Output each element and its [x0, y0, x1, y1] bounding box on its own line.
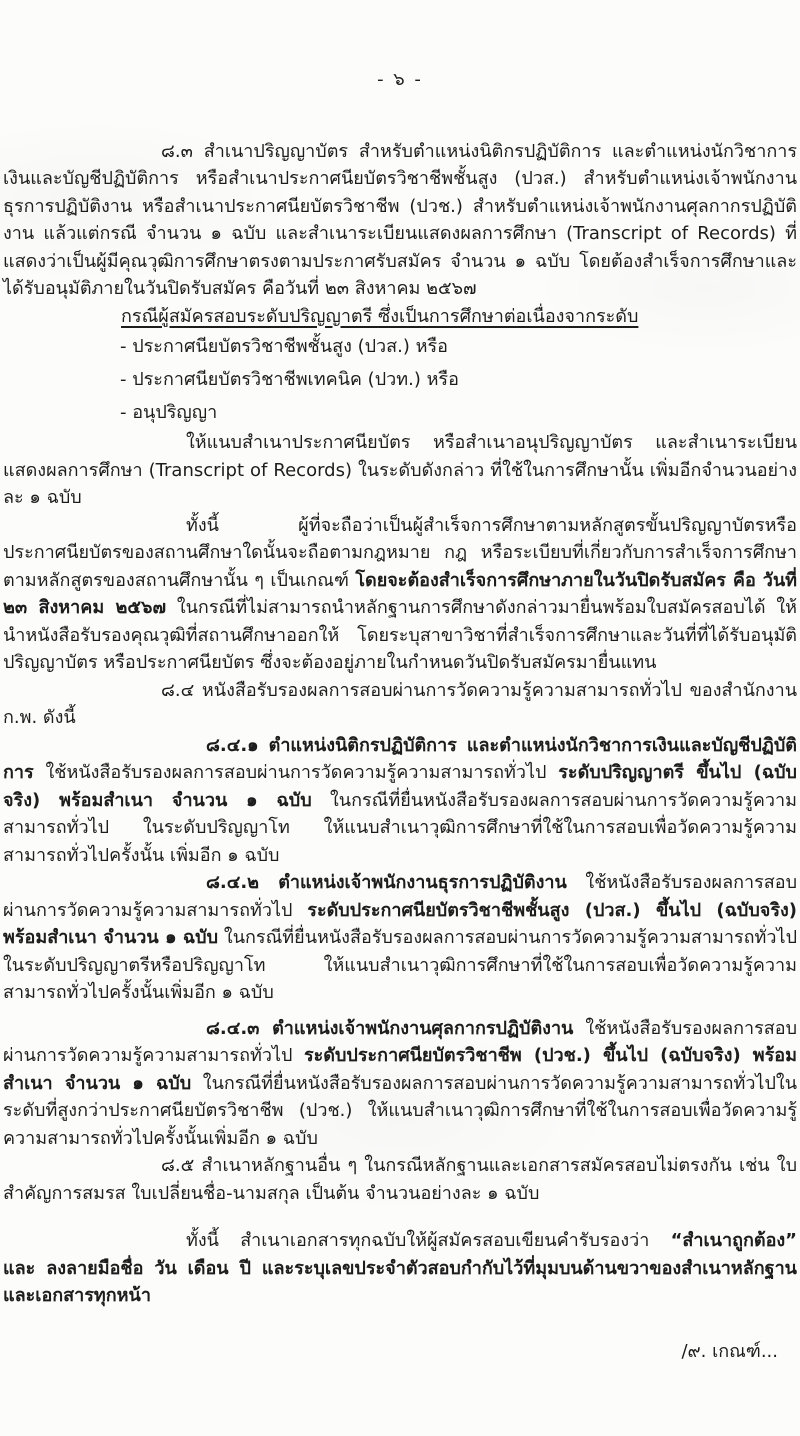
document-body — [0, 138, 800, 1310]
text-run: โดยจะต้องสำเร็จการศึกษาภายในวันปิดรับสมัคร คือ วันที่ ๒๓ สิงหาคม ๒๕๖๗ — [3, 569, 797, 618]
text-run: ให้แนบสำเนาประกาศนียบัตร หรือสำเนาอนุปริญญาบัตร และสำเนาระเบียนแสดงผลการศึกษา (Transcript of Records) ในระดับดังกล่าว ที่ใช้ในการศึกษานั้น เพิ่มอีกจำนวนอย่างละ ๑ ฉบับ — [3, 432, 797, 508]
text-run: “สำเนาถูกต้อง” — [670, 1230, 797, 1251]
text-run: ทั้งนี้ สำเนาเอกสารทุกฉบับให้ผู้สมัครสอบเขียนคำรับรองว่า — [186, 1230, 671, 1251]
list-item — [120, 330, 797, 363]
text-run: ใช้หนังสือรับรองผลการสอบผ่านการวัดความรู้ความสามารถทั่วไป — [33, 762, 559, 783]
text-run: ๘.๔.๓ ตำแหน่งเจ้าพนักงานศุลกากรปฏิบัติงาน — [206, 1017, 574, 1039]
list-item — [120, 363, 797, 396]
text-run: ใช้หนังสือรับรองผลการสอบผ่านการวัดความรู้ความสามารถทั่วไป — [3, 1017, 797, 1066]
section-item — [3, 677, 797, 732]
text-run: - อนุปริญญา — [120, 402, 218, 423]
section-heading — [121, 303, 797, 331]
text-run: และ ลงลายมือชื่อ วัน เดือน ปี และระบุเลขประจำตัวสอบกำกับไว้ที่มุมบนด้านขวาของสำเนาหลักฐานและเอกสารทุกหน้า — [3, 1257, 797, 1306]
text-run: ในกรณีที่ยื่นหนังสือรับรองผลการสอบผ่านการวัดความรู้ความสามารถทั่วไป ในระดับปริญญาโท ให้แนบสำเนาวุฒิการศึกษาที่ใช้ในการสอบเพื่อวัดความรู้ความสามารถทั่วไปครั้งนั้น เพิ่มอีก ๑ ฉบับ — [3, 789, 797, 866]
text-run: ๘.๔.๒ ตำแหน่งเจ้าพนักงานธุรการปฏิบัติงาน — [206, 872, 567, 893]
text-run: ๘.๓ สำเนาปริญญาบัตร สำหรับตำแหน่งนิติกรปฏิบัติการ และตำแหน่งนักวิชาการเงินและบัญชีปฏิบัติการ หรือสำเนาประกาศนียบัตรวิชาชีพชั้นสูง (ปวส.) สำหรับตำแหน่งเจ้าพนักงานธุรการปฏิบัติงาน หรือสำเนาประกาศนียบัตรวิชาชีพ (ปวช.) สำหรับตำแหน่งเจ้าพนักงานศุลกากรปฏิบัติงาน แล้วแต่กรณี จำนวน ๑ ฉบับ และสำเนาระเบียนแสดงผลการศึกษา (Transcript of Records) ที่แสดงว่าเป็นผู้มีคุณวุฒิการศึกษาตรงตามประกาศรับสมัคร จำนวน ๑ ฉบับ โดยต้องสำเร็จการศึกษาและได้รับอนุมัติภายในวันปิดรับสมัคร คือวันที่ ๒๓ สิงหาคม ๒๕๖๗ — [3, 140, 797, 299]
text-run: ในกรณีที่ยื่นหนังสือรับรองผลการสอบผ่านการวัดความรู้ความสามารถทั่วไปในระดับที่สูงกว่าประกาศนียบัตรวิชาชีพ (ปวช.) ให้แนบสำเนาวุฒิการศึกษาที่ใช้ในการสอบเพื่อวัดความรู้ความสามารถทั่วไปครั้งนั้นเพิ่มอีก ๑ ฉบับ — [3, 1072, 797, 1149]
text-run: ระดับประกาศนียบัตรวิชาชีพ (ปวช.) ขึ้นไป (ฉบับจริง) พร้อมสำเนา จำนวน ๑ ฉบับ — [3, 1045, 797, 1094]
text-run: ทั้งนี้ ผู้ที่จะถือว่าเป็นผู้สำเร็จการศึกษาตามหลักสูตรขั้นปริญญาบัตรหรือประกาศนียบัตรของสถานศึกษาใดนั้นจะถือตามกฎหมาย กฎ หรือระเบียบที่เกี่ยวกับการสำเร็จการศึกษาตามหลักสูตรของสถานศึกษานั้น ๆ เป็นเกณฑ์ — [3, 514, 797, 591]
text-run: ๘.๕ สำเนาหลักฐานอื่น ๆ ในกรณีหลักฐานและเอกสารสมัครสอบไม่ตรงกัน เช่น ใบสำคัญการสมรส ใบเปลี่ยนชื่อ-นามสกุล เป็นต้น จำนวนอย่างละ ๑ ฉบับ — [3, 1155, 797, 1204]
text-run: ในกรณีที่ไม่สามารถนำหลักฐานการศึกษาดังกล่าวมายื่นพร้อมใบสมัครสอบได้ ให้นำหนังสือรับรองคุณวุฒิที่สถานศึกษาออกให้ โดยระบุสาขาวิชาที่สำเร็จการศึกษาและวันที่ที่ได้รับอนุมัติปริญญาบัตร หรือประกาศนียบัตร ซึ่งจะต้องอยู่ภายในกำหนดวันปิดรับสมัครมายื่นแทน — [3, 597, 797, 673]
text-run: ๘.๔ หนังสือรับรองผลการสอบผ่านการวัดความรู้ความสามารถทั่วไป ของสำนักงาน ก.พ. ดังนี้ — [3, 679, 797, 728]
text-run: ระดับประกาศนียบัตรวิชาชีพชั้นสูง (ปวส.) ขึ้นไป (ฉบับจริง) พร้อมสำเนา จำนวน ๑ ฉบับ — [3, 899, 798, 948]
note-paragraph — [3, 429, 797, 512]
page-number: - ๖ - — [377, 69, 423, 90]
list-item — [120, 396, 797, 429]
text-run: กรณีผู้สมัครสอบระดับปริญญาตรี ซึ่งเป็นการศึกษาต่อเนื่องจากระดับ — [121, 305, 639, 327]
section-subitem — [3, 732, 797, 870]
text-run: - ประกาศนียบัตรวิชาชีพชั้นสูง (ปวส.) หรือ — [120, 336, 448, 357]
continuation-note: /๙. เกณฑ์... — [681, 1340, 778, 1362]
text-run: ระดับปริญญาตรี ขึ้นไป (ฉบับจริง) พร้อมสำเนา จำนวน ๑ ฉบับ — [3, 762, 797, 811]
note-paragraph — [3, 1227, 797, 1310]
section-item — [3, 1152, 797, 1207]
note-paragraph — [3, 512, 797, 677]
section-subitem — [3, 1015, 797, 1153]
text-run: ๘.๔.๑ ตำแหน่งนิติกรปฏิบัติการ และตำแหน่งนักวิชาการเงินและบัญชีปฏิบัติการ — [3, 734, 797, 783]
text-run: ในกรณีที่ยื่นหนังสือรับรองผลการสอบผ่านการวัดความรู้ความสามารถทั่วไปในระดับปริญญาตรีหรือปริญญาโท ให้แนบสำเนาวุฒิการศึกษาที่ใช้ในการสอบเพื่อวัดความรู้ความสามารถทั่วไปครั้งนั้นเพิ่มอีก ๑ ฉบับ — [3, 927, 798, 1003]
section-item — [3, 138, 797, 303]
section-subitem — [3, 869, 797, 1007]
text-run: - ประกาศนียบัตรวิชาชีพเทคนิค (ปวท.) หรือ — [120, 369, 459, 390]
text-run: ใช้หนังสือรับรองผลการสอบผ่านการวัดความรู้ความสามารถทั่วไป — [3, 872, 797, 921]
